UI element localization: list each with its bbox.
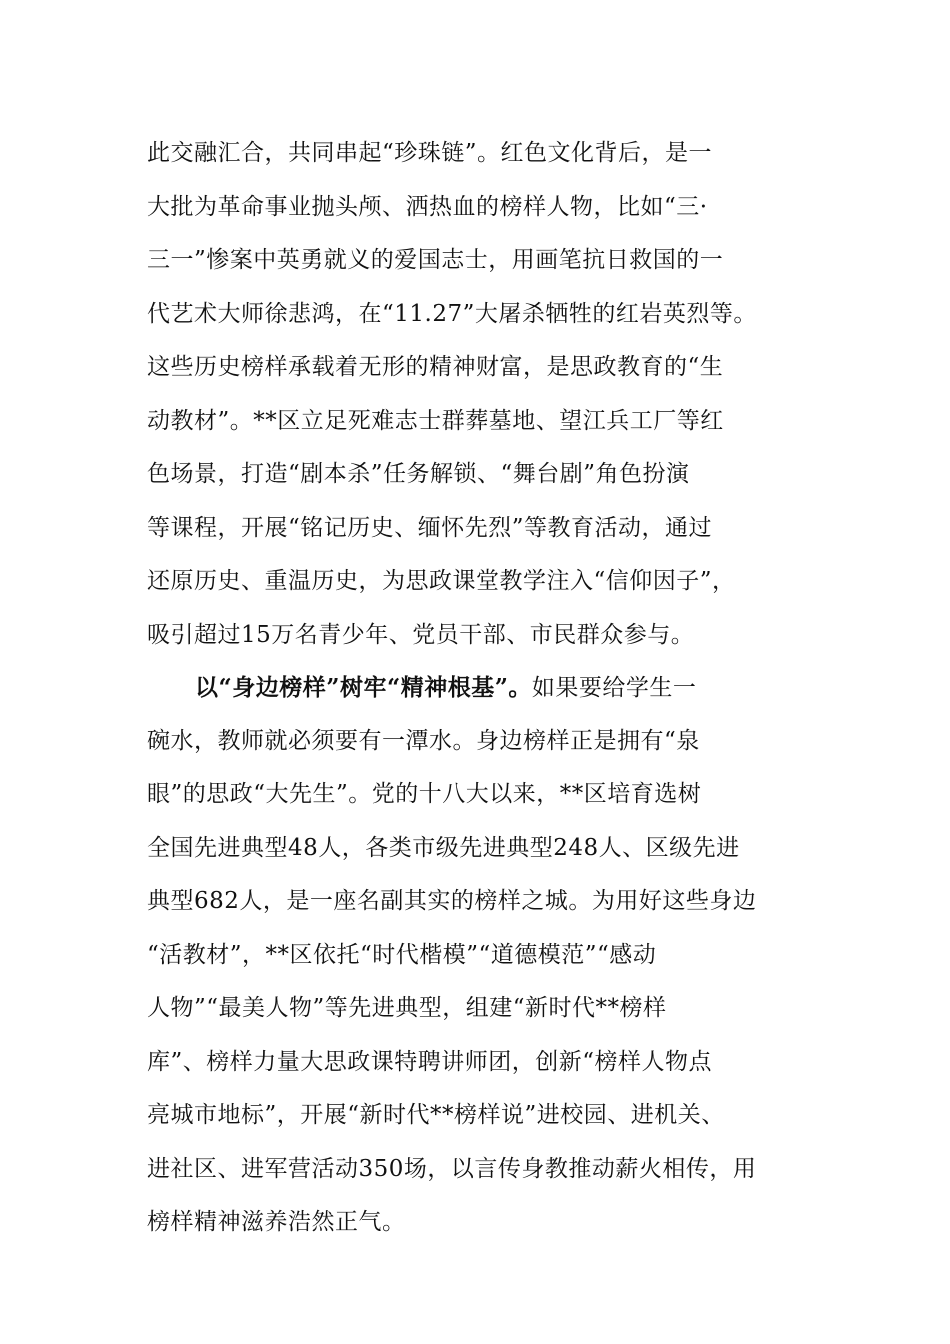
text-line: 等课程，开展“铭记历史、缅怀先烈”等教育活动，通过 (147, 514, 713, 541)
text-line: 典型682人，是一座名副其实的榜样之城。为用好这些身边 (147, 888, 757, 914)
text-line: 动教材”。**区立足死难志士群葬墓地、望江兵工厂等红 (147, 407, 724, 434)
text-line: 榜样精神滋养浩然正气。 (147, 1209, 406, 1235)
text-line: 色场景，打造“剧本杀”任务解锁、“舞台剧”角色扮演 (147, 461, 690, 487)
text-line: 眼”的思政“大先生”。党的十八大以来，**区培育选树 (147, 781, 702, 807)
text-line: 这些历史榜样承载着无形的精神财富，是思政教育的“生 (147, 354, 724, 380)
text-line: 全国先进典型48人，各类市级先进典型248人、区级先进 (147, 834, 740, 861)
text-line: 还原历史、重温历史，为思政课堂教学注入“信仰因子”， (147, 568, 736, 594)
paragraph-red-culture (147, 127, 827, 662)
text-line: 大批为革命事业抛头颅、洒热血的榜样人物，比如“三· (147, 193, 708, 220)
heading-continuation: 如果要给学生一 (531, 675, 697, 701)
paragraph-heading: 以“身边榜样”树牢“精神根基”。 (195, 674, 532, 701)
text-line: 三一”惨案中英勇就义的爱国志士，用画笔抗日救国的一 (147, 247, 724, 273)
text-line: 代艺术大师徐悲鸿，在“11.27”大屠杀牺牲的红岩英烈等。 (147, 300, 757, 327)
paragraph-role-models (147, 661, 827, 1250)
text-line: 碗水，教师就必须要有一潭水。身边榜样正是拥有“泉 (147, 727, 700, 754)
paragraph-first-line (147, 661, 827, 715)
text-line: 亮城市地标”，开展“新时代**榜样说”进校园、进机关、 (147, 1102, 725, 1128)
text-line: 此交融汇合，共同串起“珍珠链”。红色文化背后，是一 (147, 140, 713, 166)
text-line: 进社区、进军营活动350场，以言传身教推动薪火相传，用 (147, 1155, 757, 1182)
text-line: 人物”“最美人物”等先进典型，组建“新时代**榜样 (147, 995, 667, 1021)
text-line: 吸引超过15万名青少年、党员干部、市民群众参与。 (147, 621, 695, 648)
text-line: 库”、榜样力量大思政课特聘讲师团，创新“榜样人物点 (147, 1048, 713, 1075)
text-line: “活教材”，**区依托“时代楷模”“道德模范”“感动 (147, 941, 657, 968)
